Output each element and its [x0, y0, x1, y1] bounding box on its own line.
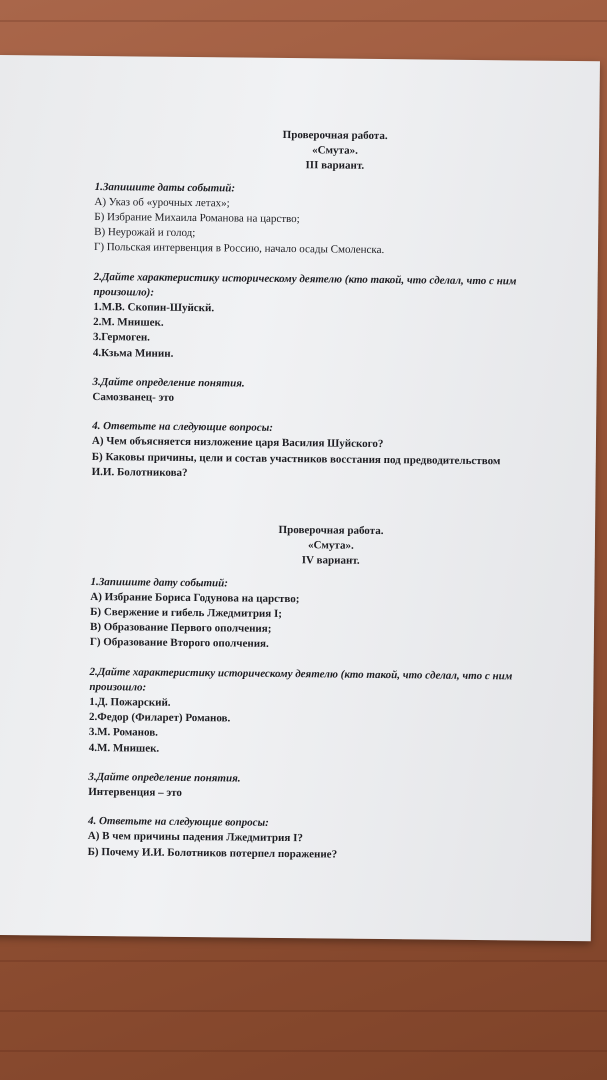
variant-3-title-line-2: «Смута». — [312, 144, 358, 157]
variant-3-task-4-item: И.И. Болотникова? — [91, 465, 188, 479]
variant-4-task-1-item: Г) Образование Второго ополчения. — [89, 636, 269, 651]
variant-3-task-2-item: 1.М.В. Скопин-Шуйскй. — [93, 301, 215, 315]
variant-4-task-4-item: Б) Почему И.И. Болотников потерпел поражение? — [87, 845, 338, 861]
variant-4-title — [91, 521, 571, 572]
test-paper-sheet — [0, 55, 600, 941]
variant-3-title-line-3: III вариант. — [305, 159, 365, 173]
variant-3-task-1-heading: 1.Запишите даты событий: — [94, 180, 236, 195]
variant-3-section — [92, 126, 576, 485]
variant-4-title-line-3: IV вариант. — [301, 554, 360, 568]
variant-4-task-4-item: А) В чем причины падения Лжедмитрия I? — [87, 830, 303, 845]
variant-3-task-2-item: 4.Кзьма Минин. — [92, 346, 174, 360]
variant-3-task-4-item: А) Чем объясняется низложение царя Василия Шуйского? — [91, 435, 384, 451]
variant-3-task-1-item: А) Указ об «урочных летах»; — [94, 195, 230, 210]
variant-4-task-1-item: В) Образование Первого ополчения; — [89, 621, 272, 636]
variant-3-task-2-item: 2.М. Мнишек. — [93, 316, 164, 329]
variant-3-task-4-item: Б) Каковы причины, цели и состав участников восстания под предводительством — [91, 450, 501, 467]
variant-4-section — [88, 521, 572, 865]
variant-4-task-2-item: 2.Федор (Филарет) Романов. — [89, 711, 231, 725]
variant-3-title — [95, 126, 575, 177]
variant-4-task-2-heading-cont: произошло: — [89, 680, 147, 694]
variant-3-task-2-item: 3.Гермоген. — [92, 331, 151, 345]
variant-4-task-2-item: 4.М. Мнишек. — [88, 741, 160, 755]
variant-3-task-2-heading-cont: произошло): — [93, 285, 155, 299]
variant-4-task-1-item: Б) Свержение и гибель Лжедмитрия I; — [90, 605, 283, 620]
variant-4-task-1-item: А) Избрание Бориса Годунова на царство; — [90, 590, 300, 605]
variant-4-task-1-heading: 1.Запишите дату событий: — [90, 575, 229, 590]
variant-3-task-4-heading: 4. Ответьте на следующие вопросы: — [92, 420, 274, 435]
variant-3-task-1-item: Б) Избрание Михаила Романова на царство; — [94, 211, 300, 226]
variant-4-task-2-item: 3.М. Романов. — [88, 726, 159, 740]
variant-4-title-line-1: Проверочная работа. — [278, 523, 384, 538]
variant-4-task-2-heading: 2.Дайте характеристику историческому деятелю (кто такой, что сделал, что с ним — [89, 665, 513, 683]
variant-3-task-1-item: В) Неурожай и голод; — [94, 226, 196, 240]
variant-4-title-line-2: «Смута». — [307, 539, 354, 552]
variant-4-task-3-heading: 3.Дайте определение понятия. — [88, 770, 241, 785]
variant-4-task-3-item: Интервенция – это — [88, 786, 182, 799]
variant-3-title-line-1: Проверочная работа. — [282, 128, 388, 143]
variant-3-task-3-item: Самозванец- это — [92, 391, 175, 404]
variant-3-task-3-heading: 3.Дайте определение понятия. — [92, 375, 245, 390]
variant-3-task-2-heading: 2.Дайте характеристику историческому деятелю (кто такой, что сделал, что с ним — [93, 270, 517, 288]
variant-3-task-1-item: Г) Польская интервенция в Россию, начало осады Смоленска. — [93, 241, 385, 257]
variant-4-task-2-item: 1.Д. Пожарский. — [89, 696, 171, 709]
variant-4-task-4-heading: 4. Ответьте на следующие вопросы: — [87, 815, 269, 830]
